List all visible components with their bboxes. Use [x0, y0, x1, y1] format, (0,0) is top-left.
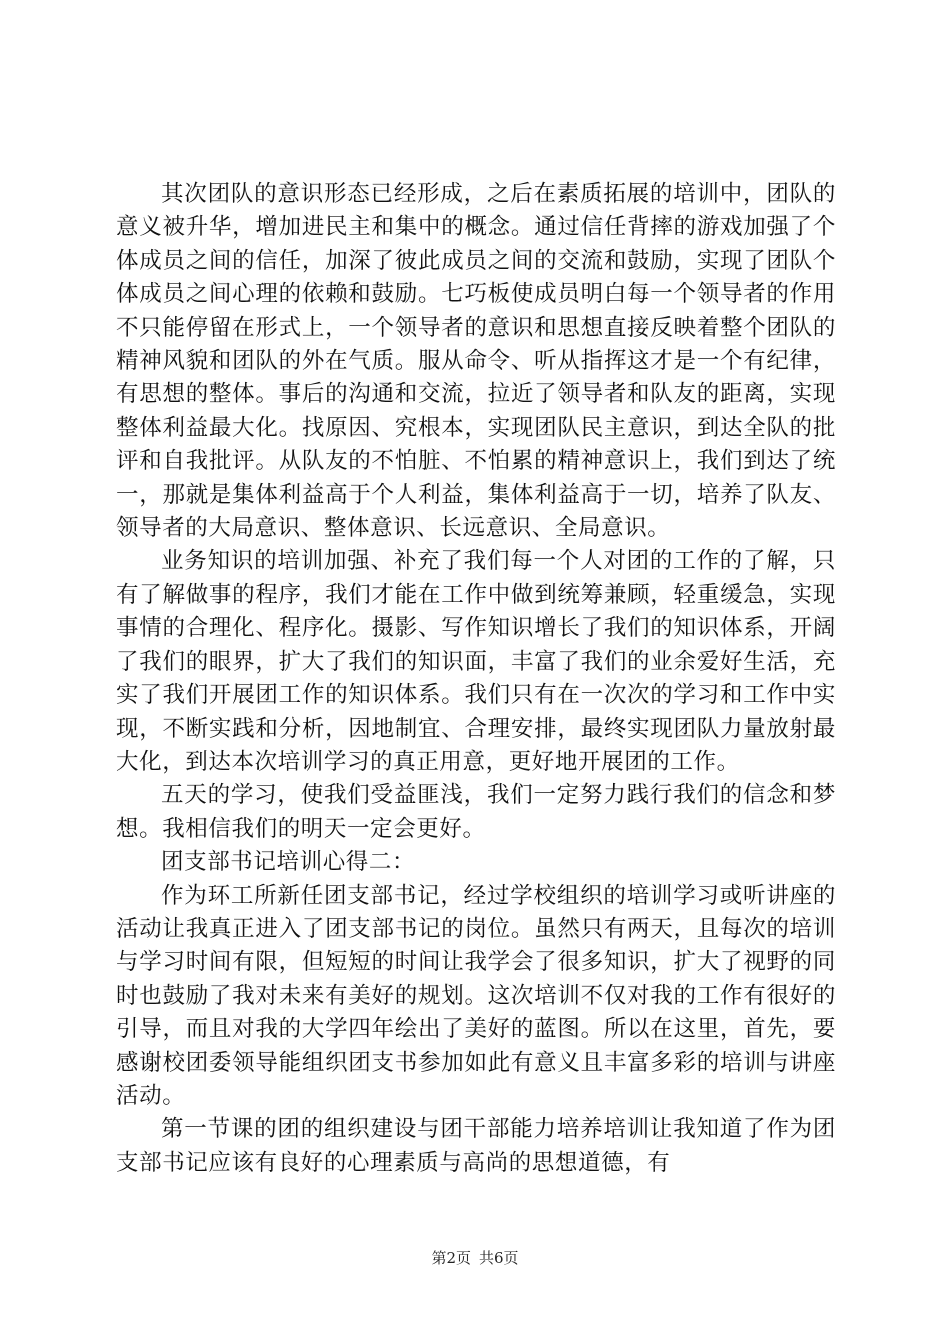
section-heading-experience-two: 团支部书记培训心得二：	[161, 849, 416, 876]
paragraph-team-ideology: 其次团队的意识形态已经形成，之后在素质拓展的培训中，团队的意义被升华，增加进民主和集中的概念。通过信任背摔的游戏加强了个体成员之间的信任，加深了彼此成员之间的交流和鼓励，实现了团队个体成员之间心理的依赖和鼓励。七巧板使成员明白每一个领导者的作用不只能停留在形式上，一个领导者的意识和思想直接反映着整个团队的精神风貌和团队的外在气质。服从命令、听从指挥这才是一个有纪律，有思想的整体。事后的沟通和交流，拉近了领导者和队友的距离，实现整体利益最大化。找原因、究根本，实现团队民主意识，到达全队的批评和自我批评。从队友的不怕脏、不怕累的精神意识上，我们到达了统一，那就是集体利益高于个人利益，集体利益高于一切，培养了队友、领导者的大局意识、整体意识、长远意识、全局意识。	[116, 181, 836, 542]
paragraph-new-secretary: 作为环工所新任团支部书记，经过学校组织的培训学习或听讲座的活动让我真正进入了团支部书记的岗位。虽然只有两天，且每次的培训与学习时间有限，但短短的时间让我学会了很多知识，扩大了视野的同时也鼓励了我对未来有美好的规划。这次培训不仅对我的工作有很好的引导，而且对我的大学四年绘出了美好的蓝图。所以在这里，首先，要感谢校团委领导能组织团支书参加如此有意义且丰富多彩的培训与讲座活动。	[116, 882, 836, 1109]
page-footer	[0, 1248, 950, 1268]
total-page-count: 共6页	[479, 1249, 519, 1267]
paragraph-first-lesson: 第一节课的团的组织建设与团干部能力培养培训让我知道了作为团支部书记应该有良好的心理素质与高尚的思想道德，有	[116, 1116, 836, 1176]
document-body	[116, 178, 836, 1180]
paragraph-five-days-summary: 五天的学习，使我们受益匪浅，我们一定努力践行我们的信念和梦想。我相信我们的明天一定会更好。	[116, 782, 836, 842]
current-page-number: 第2页	[431, 1249, 471, 1267]
paragraph-business-knowledge: 业务知识的培训加强、补充了我们每一个人对团的工作的了解，只有了解做事的程序，我们才能在工作中做到统筹兼顾，轻重缓急，实现事情的合理化、程序化。摄影、写作知识增长了我们的知识体系，开阔了我们的眼界，扩大了我们的知识面，丰富了我们的业余爱好生活，充实了我们开展团工作的知识体系。我们只有在一次次的学习和工作中实现，不断实践和分析，因地制宜、合理安排，最终实现团队力量放射最大化，到达本次培训学习的真正用意，更好地开展团的工作。	[116, 548, 836, 775]
